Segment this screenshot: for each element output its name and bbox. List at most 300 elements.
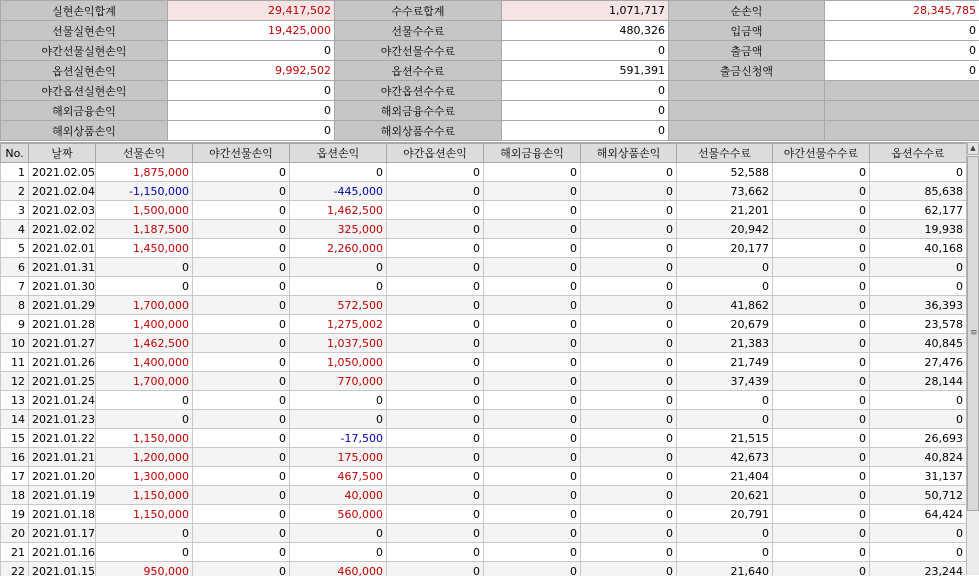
overseas-product-pl-value: 0 [168,121,335,141]
col-night-options-pl-cell: 0 [387,429,484,448]
col-overseas-product-pl-cell: 0 [581,543,677,562]
col-overseas-finance-pl-cell: 0 [484,372,581,391]
col-overseas-product-pl-cell: 0 [581,239,677,258]
col-overseas-product-pl-cell: 0 [581,372,677,391]
col-night-options-pl-cell: 0 [387,353,484,372]
col-night-options-pl-cell: 0 [387,258,484,277]
futures-realized-label: 선물실현손익 [1,21,168,41]
col-futures-fee-cell: 0 [677,277,773,296]
col-overseas-product-pl-header[interactable]: 해외상품손익 [581,144,677,163]
col-futures-pl-cell: 0 [96,524,193,543]
col-overseas-product-pl-cell: 0 [581,296,677,315]
col-futures-fee-cell: 20,791 [677,505,773,524]
col-futures-fee-cell: 73,662 [677,182,773,201]
col-night-futures-pl-cell: 0 [193,372,290,391]
col-futures-pl-cell: 1,500,000 [96,201,193,220]
table-row[interactable] [1,163,967,182]
col-options-pl-cell: 325,000 [290,220,387,239]
col-night-futures-pl-cell: 0 [193,315,290,334]
col-options-pl-cell: 770,000 [290,372,387,391]
col-night-options-pl-header[interactable]: 야간옵션손익 [387,144,484,163]
col-night-futures-fee-cell: 0 [773,315,870,334]
overseas-finance-pl-value: 0 [168,101,335,121]
table-row[interactable] [1,524,967,543]
col-overseas-product-pl-cell: 0 [581,410,677,429]
col-night-futures-fee-cell: 0 [773,410,870,429]
night-futures-realized-label: 야간선물실현손익 [1,41,168,61]
col-no-cell: 17 [1,467,29,486]
col-overseas-finance-pl-cell: 0 [484,353,581,372]
col-night-options-pl-cell: 0 [387,505,484,524]
col-futures-pl-cell: 0 [96,410,193,429]
night-futures-fee-value: 0 [502,41,669,61]
col-night-options-pl-cell: 0 [387,467,484,486]
col-night-options-pl-cell: 0 [387,315,484,334]
col-night-options-pl-cell: 0 [387,163,484,182]
col-options-fee-cell: 23,244 [870,562,967,576]
table-row[interactable] [1,486,967,505]
col-overseas-finance-pl-cell: 0 [484,448,581,467]
col-options-pl-cell: 0 [290,277,387,296]
col-options-pl-cell: 1,037,500 [290,334,387,353]
col-futures-fee-cell: 21,515 [677,429,773,448]
col-futures-fee-cell: 37,439 [677,372,773,391]
col-overseas-product-pl-cell: 0 [581,220,677,239]
col-night-futures-fee-cell: 0 [773,239,870,258]
col-futures-pl-cell: 1,875,000 [96,163,193,182]
col-night-futures-pl-cell: 0 [193,258,290,277]
col-date-cell: 2021.02.01 [29,239,96,258]
col-overseas-finance-pl-cell: 0 [484,410,581,429]
col-night-futures-fee-header[interactable]: 야간선물수수료 [773,144,870,163]
col-night-futures-pl-cell: 0 [193,163,290,182]
col-futures-pl-cell: 0 [96,391,193,410]
table-row[interactable] [1,201,967,220]
col-options-pl-cell: -445,000 [290,182,387,201]
col-overseas-finance-pl-cell: 0 [484,524,581,543]
col-options-pl-cell: 175,000 [290,448,387,467]
withdrawal-request-value: 0 [825,61,979,81]
col-options-fee-cell: 26,693 [870,429,967,448]
col-no-cell: 1 [1,163,29,182]
col-futures-pl-cell: 1,150,000 [96,429,193,448]
col-options-fee-header[interactable]: 옵션수수료 [870,144,967,163]
col-overseas-finance-pl-cell: 0 [484,163,581,182]
empty-cell [825,81,979,101]
overseas-finance-fee-value: 0 [502,101,669,121]
col-futures-fee-cell: 21,404 [677,467,773,486]
col-futures-pl-header[interactable]: 선물손익 [96,144,193,163]
vertical-scrollbar[interactable] [966,142,979,575]
col-date-cell: 2021.01.18 [29,505,96,524]
col-options-pl-cell: 460,000 [290,562,387,576]
col-no-cell: 22 [1,562,29,576]
col-night-options-pl-cell: 0 [387,182,484,201]
col-options-fee-cell: 0 [870,410,967,429]
col-futures-pl-cell: 1,700,000 [96,372,193,391]
col-futures-pl-cell: -1,150,000 [96,182,193,201]
table-row[interactable] [1,220,967,239]
col-options-fee-cell: 85,638 [870,182,967,201]
col-night-futures-pl-header[interactable]: 야간선물손익 [193,144,290,163]
col-date-cell: 2021.01.29 [29,296,96,315]
col-futures-pl-cell: 0 [96,543,193,562]
col-options-fee-cell: 40,168 [870,239,967,258]
withdrawal-label: 출금액 [669,41,825,61]
col-overseas-product-pl-cell: 0 [581,524,677,543]
col-night-options-pl-cell: 0 [387,296,484,315]
empty-cell [669,101,825,121]
col-overseas-finance-pl-cell: 0 [484,467,581,486]
col-night-futures-pl-cell: 0 [193,182,290,201]
net-profit-value: 28,345,785 [825,1,979,21]
col-overseas-product-pl-cell: 0 [581,258,677,277]
futures-realized-value: 19,425,000 [168,21,335,41]
col-night-futures-pl-cell: 0 [193,277,290,296]
col-overseas-product-pl-cell: 0 [581,163,677,182]
col-night-options-pl-cell: 0 [387,410,484,429]
col-night-futures-pl-cell: 0 [193,543,290,562]
col-night-futures-fee-cell: 0 [773,163,870,182]
col-date-cell: 2021.01.23 [29,410,96,429]
col-night-options-pl-cell: 0 [387,543,484,562]
col-futures-pl-cell: 1,150,000 [96,486,193,505]
withdrawal-value: 0 [825,41,979,61]
table-row[interactable] [1,505,967,524]
col-futures-pl-cell: 1,300,000 [96,467,193,486]
col-overseas-product-pl-cell: 0 [581,391,677,410]
col-overseas-finance-pl-cell: 0 [484,391,581,410]
table-row[interactable] [1,296,967,315]
table-row[interactable] [1,372,967,391]
col-options-fee-cell: 40,824 [870,448,967,467]
col-futures-fee-cell: 0 [677,258,773,277]
scroll-thumb[interactable] [967,156,979,511]
col-overseas-finance-pl-header[interactable]: 해외금융손익 [484,144,581,163]
col-night-options-pl-cell: 0 [387,220,484,239]
col-overseas-product-pl-cell: 0 [581,334,677,353]
col-night-futures-fee-cell: 0 [773,277,870,296]
col-overseas-finance-pl-cell: 0 [484,201,581,220]
col-options-pl-cell: 0 [290,410,387,429]
col-no-cell: 12 [1,372,29,391]
col-futures-fee-cell: 20,942 [677,220,773,239]
col-overseas-product-pl-cell: 0 [581,182,677,201]
col-options-pl-cell: 0 [290,543,387,562]
col-night-futures-pl-cell: 0 [193,391,290,410]
fee-total-label: 수수료합계 [335,1,502,21]
col-overseas-finance-pl-cell: 0 [484,505,581,524]
col-no-cell: 11 [1,353,29,372]
col-options-fee-cell: 62,177 [870,201,967,220]
options-fee-value: 591,391 [502,61,669,81]
col-night-futures-pl-cell: 0 [193,467,290,486]
col-overseas-product-pl-cell: 0 [581,448,677,467]
col-date-cell: 2021.01.20 [29,467,96,486]
daily-pl-table [0,143,966,576]
col-overseas-finance-pl-cell: 0 [484,182,581,201]
col-night-options-pl-cell: 0 [387,486,484,505]
col-futures-fee-cell: 21,201 [677,201,773,220]
col-date-cell: 2021.01.17 [29,524,96,543]
col-overseas-product-pl-cell: 0 [581,505,677,524]
futures-fee-value: 480,326 [502,21,669,41]
col-night-options-pl-cell: 0 [387,372,484,391]
col-night-futures-fee-cell: 0 [773,524,870,543]
futures-fee-label: 선물수수료 [335,21,502,41]
col-date-cell: 2021.01.25 [29,372,96,391]
col-options-fee-cell: 27,476 [870,353,967,372]
col-options-pl-cell: 1,050,000 [290,353,387,372]
col-no-cell: 10 [1,334,29,353]
col-overseas-finance-pl-cell: 0 [484,220,581,239]
options-fee-label: 옵션수수료 [335,61,502,81]
col-no-cell: 16 [1,448,29,467]
night-options-realized-label: 야간옵션실현손익 [1,81,168,101]
col-no-cell: 19 [1,505,29,524]
col-date-cell: 2021.01.19 [29,486,96,505]
col-options-pl-cell: 40,000 [290,486,387,505]
col-date-cell: 2021.02.05 [29,163,96,182]
col-options-pl-cell: 0 [290,524,387,543]
table-row[interactable] [1,315,967,334]
col-options-fee-cell: 64,424 [870,505,967,524]
table-row[interactable] [1,448,967,467]
col-options-fee-cell: 40,845 [870,334,967,353]
col-futures-pl-cell: 1,462,500 [96,334,193,353]
col-futures-fee-header[interactable]: 선물수수료 [677,144,773,163]
col-night-futures-fee-cell: 0 [773,334,870,353]
scroll-up-arrow-icon[interactable]: ▲ [967,142,979,155]
col-options-fee-cell: 28,144 [870,372,967,391]
empty-cell [825,101,979,121]
col-futures-pl-cell: 1,400,000 [96,315,193,334]
col-overseas-finance-pl-cell: 0 [484,277,581,296]
daily-pl-grid[interactable] [0,142,966,576]
col-futures-fee-cell: 52,588 [677,163,773,182]
col-night-futures-fee-cell: 0 [773,258,870,277]
col-night-futures-pl-cell: 0 [193,429,290,448]
col-date-cell: 2021.01.16 [29,543,96,562]
col-futures-pl-cell: 1,400,000 [96,353,193,372]
col-night-futures-fee-cell: 0 [773,486,870,505]
night-futures-fee-label: 야간선물수수료 [335,41,502,61]
col-night-futures-fee-cell: 0 [773,182,870,201]
col-options-fee-cell: 36,393 [870,296,967,315]
col-no-cell: 21 [1,543,29,562]
col-futures-pl-cell: 950,000 [96,562,193,576]
col-options-fee-cell: 31,137 [870,467,967,486]
col-overseas-product-pl-cell: 0 [581,429,677,448]
col-futures-pl-cell: 1,187,500 [96,220,193,239]
col-night-futures-fee-cell: 0 [773,391,870,410]
col-options-pl-cell: 2,260,000 [290,239,387,258]
col-date-cell: 2021.01.26 [29,353,96,372]
table-row[interactable] [1,239,967,258]
table-row[interactable] [1,277,967,296]
col-date-cell: 2021.01.24 [29,391,96,410]
col-night-options-pl-cell: 0 [387,562,484,576]
col-no-cell: 14 [1,410,29,429]
col-options-fee-cell: 0 [870,277,967,296]
overseas-product-pl-label: 해외상품손익 [1,121,168,141]
col-night-futures-pl-cell: 0 [193,334,290,353]
col-no-cell: 7 [1,277,29,296]
col-night-futures-fee-cell: 0 [773,220,870,239]
col-overseas-finance-pl-cell: 0 [484,296,581,315]
col-overseas-product-pl-cell: 0 [581,467,677,486]
col-overseas-product-pl-cell: 0 [581,315,677,334]
col-night-futures-pl-cell: 0 [193,448,290,467]
col-overseas-product-pl-cell: 0 [581,277,677,296]
col-options-pl-cell: 0 [290,391,387,410]
col-futures-pl-cell: 1,700,000 [96,296,193,315]
col-futures-fee-cell: 20,679 [677,315,773,334]
col-futures-pl-cell: 0 [96,258,193,277]
col-options-fee-cell: 0 [870,524,967,543]
table-row[interactable] [1,334,967,353]
col-night-futures-pl-cell: 0 [193,201,290,220]
col-overseas-finance-pl-cell: 0 [484,315,581,334]
col-date-cell: 2021.01.15 [29,562,96,576]
col-no-cell: 9 [1,315,29,334]
overseas-product-fee-label: 해외상품수수료 [335,121,502,141]
deposit-value: 0 [825,21,979,41]
col-options-fee-cell: 19,938 [870,220,967,239]
col-night-futures-pl-cell: 0 [193,505,290,524]
col-futures-pl-cell: 1,450,000 [96,239,193,258]
col-options-pl-cell: 1,275,002 [290,315,387,334]
deposit-label: 입금액 [669,21,825,41]
col-options-fee-cell: 0 [870,258,967,277]
grip-icon: ≡ [970,329,976,338]
col-options-pl-cell: 0 [290,163,387,182]
col-date-header[interactable]: 날짜 [29,144,96,163]
table-row[interactable] [1,353,967,372]
table-row[interactable] [1,543,967,562]
overseas-finance-pl-label: 해외금융손익 [1,101,168,121]
col-night-futures-fee-cell: 0 [773,505,870,524]
col-overseas-product-pl-cell: 0 [581,562,677,576]
col-night-futures-pl-cell: 0 [193,239,290,258]
col-futures-fee-cell: 0 [677,391,773,410]
empty-cell [669,81,825,101]
col-options-pl-cell: -17,500 [290,429,387,448]
col-overseas-finance-pl-cell: 0 [484,334,581,353]
col-futures-pl-cell: 1,200,000 [96,448,193,467]
col-overseas-product-pl-cell: 0 [581,353,677,372]
col-night-options-pl-cell: 0 [387,391,484,410]
col-options-fee-cell: 0 [870,391,967,410]
table-row[interactable] [1,429,967,448]
col-night-futures-pl-cell: 0 [193,296,290,315]
night-options-fee-value: 0 [502,81,669,101]
empty-cell [669,121,825,141]
col-no-cell: 3 [1,201,29,220]
col-no-cell: 18 [1,486,29,505]
options-realized-label: 옵션실현손익 [1,61,168,81]
table-row[interactable] [1,467,967,486]
col-no-cell: 2 [1,182,29,201]
table-row[interactable] [1,258,967,277]
col-no-cell: 6 [1,258,29,277]
col-date-cell: 2021.02.04 [29,182,96,201]
col-futures-fee-cell: 20,621 [677,486,773,505]
col-date-cell: 2021.01.27 [29,334,96,353]
col-night-futures-fee-cell: 0 [773,296,870,315]
col-options-pl-cell: 572,500 [290,296,387,315]
col-options-pl-cell: 467,500 [290,467,387,486]
col-futures-fee-cell: 21,383 [677,334,773,353]
col-overseas-finance-pl-cell: 0 [484,429,581,448]
col-no-cell: 20 [1,524,29,543]
col-futures-fee-cell: 20,177 [677,239,773,258]
col-night-options-pl-cell: 0 [387,524,484,543]
col-futures-fee-cell: 0 [677,524,773,543]
col-night-futures-fee-cell: 0 [773,429,870,448]
col-options-pl-header[interactable]: 옵션손익 [290,144,387,163]
col-no-cell: 15 [1,429,29,448]
col-night-options-pl-cell: 0 [387,201,484,220]
options-realized-value: 9,992,502 [168,61,335,81]
col-night-options-pl-cell: 0 [387,448,484,467]
col-no-header[interactable]: No. [1,144,29,163]
col-options-fee-cell: 0 [870,163,967,182]
col-date-cell: 2021.01.28 [29,315,96,334]
col-futures-fee-cell: 0 [677,410,773,429]
col-night-futures-fee-cell: 0 [773,448,870,467]
empty-cell [825,121,979,141]
col-options-fee-cell: 0 [870,543,967,562]
col-night-futures-pl-cell: 0 [193,562,290,576]
col-overseas-finance-pl-cell: 0 [484,239,581,258]
col-options-fee-cell: 50,712 [870,486,967,505]
realized-total-value: 29,417,502 [168,1,335,21]
overseas-finance-fee-label: 해외금융수수료 [335,101,502,121]
withdrawal-request-label: 출금신청액 [669,61,825,81]
col-date-cell: 2021.02.02 [29,220,96,239]
col-night-futures-fee-cell: 0 [773,353,870,372]
summary-grid [0,0,979,141]
col-night-options-pl-cell: 0 [387,277,484,296]
col-night-futures-pl-cell: 0 [193,486,290,505]
table-row[interactable] [1,391,967,410]
table-row[interactable] [1,562,967,576]
col-overseas-finance-pl-cell: 0 [484,562,581,576]
night-options-fee-label: 야간옵션수수료 [335,81,502,101]
table-row[interactable] [1,182,967,201]
col-night-options-pl-cell: 0 [387,239,484,258]
table-row[interactable] [1,410,967,429]
col-date-cell: 2021.01.21 [29,448,96,467]
col-no-cell: 5 [1,239,29,258]
col-options-pl-cell: 0 [290,258,387,277]
col-futures-pl-cell: 1,150,000 [96,505,193,524]
fee-total-value: 1,071,717 [502,1,669,21]
col-night-options-pl-cell: 0 [387,334,484,353]
col-overseas-product-pl-cell: 0 [581,201,677,220]
col-night-futures-fee-cell: 0 [773,543,870,562]
col-date-cell: 2021.01.31 [29,258,96,277]
col-futures-fee-cell: 0 [677,543,773,562]
col-night-futures-fee-cell: 0 [773,467,870,486]
col-futures-fee-cell: 21,640 [677,562,773,576]
col-no-cell: 8 [1,296,29,315]
col-options-fee-cell: 23,578 [870,315,967,334]
col-futures-fee-cell: 42,673 [677,448,773,467]
col-options-pl-cell: 560,000 [290,505,387,524]
col-overseas-finance-pl-cell: 0 [484,486,581,505]
